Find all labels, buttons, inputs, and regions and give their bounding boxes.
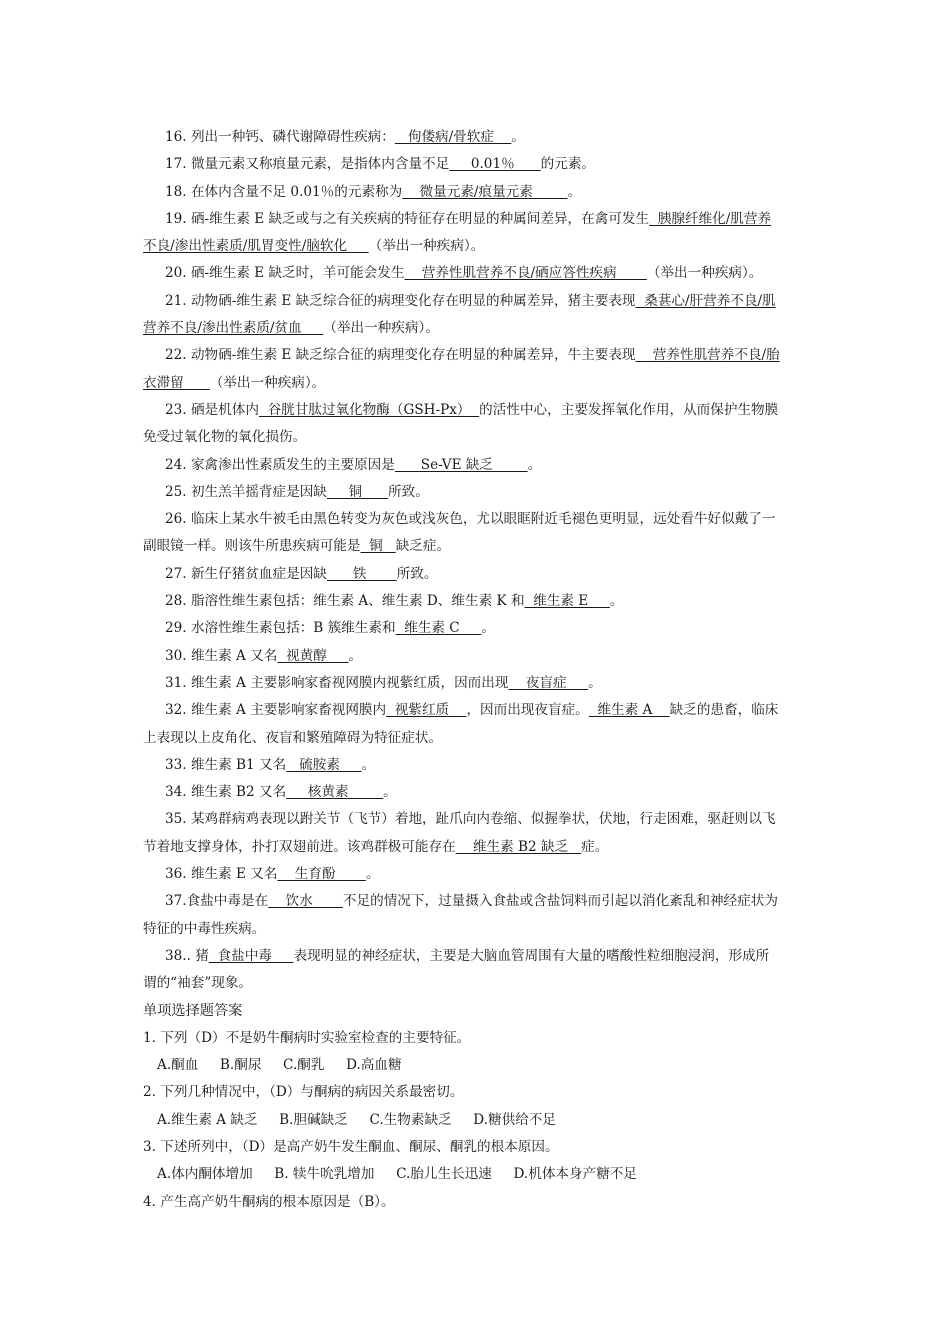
answer-blank: 营养不良/渗出性素质/贫血 xyxy=(143,320,324,337)
text-line xyxy=(143,506,807,533)
text-line xyxy=(143,697,807,724)
answer-blank: 胰腺纤维化/肌营养 xyxy=(649,210,772,227)
text-line xyxy=(143,370,807,397)
text-line xyxy=(143,288,807,315)
answer-blank: 佝偻病/骨软症 xyxy=(394,129,512,145)
text-segment: 。 xyxy=(567,183,582,200)
answer-blank: 维生素 A xyxy=(588,702,670,719)
text-segment: 缺乏症。 xyxy=(395,538,451,555)
answer-blank: 衣滞留 xyxy=(143,374,210,391)
answer-blank: 铜 xyxy=(360,538,396,555)
text-segment: 。 xyxy=(588,674,602,691)
answer-blank: 维生素 B2 缺乏 xyxy=(455,838,582,855)
text-segment: 所致。 xyxy=(388,483,429,500)
text-segment: 34. 维生素 B2 又名 xyxy=(165,784,287,801)
text-line xyxy=(143,260,807,287)
text-line xyxy=(143,479,807,506)
text-segment: 21. 动物硒-维生素 E 缺乏综合征的病理变化存在明显的种属差异，猪主要表现 xyxy=(165,292,636,309)
text-line xyxy=(143,725,807,752)
text-segment: 节着地支撑身体，扑打双翅前进。该鸡群极可能存在 xyxy=(143,838,456,855)
text-segment: 副眼镜一样。则该牛所患疾病可能是 xyxy=(143,538,361,555)
text-segment: 免受过氧化物的氧化损伤。 xyxy=(143,429,307,446)
text-line xyxy=(143,916,807,943)
section-heading xyxy=(143,998,807,1025)
text-segment: 谓的“袖套”现象。 xyxy=(143,975,253,992)
text-line xyxy=(143,1079,807,1106)
text-segment: 。 xyxy=(511,129,525,145)
text-segment: 。 xyxy=(348,647,362,664)
answer-blank: Se-VE 缺乏 xyxy=(394,456,528,473)
answer-options-line xyxy=(143,1161,807,1188)
text-line xyxy=(143,1025,807,1052)
text-segment: 19. 硒-维生素 E 缺乏或与之有关疾病的特征存在明显的种属间差异，在禽可发生 xyxy=(165,210,650,227)
text-segment: A.体内酮体增加 B. 犊牛吮乳增加 C.胎儿生长迅速 D.机体本身产糖不足 xyxy=(157,1166,637,1183)
text-line xyxy=(143,834,807,861)
text-line xyxy=(143,206,807,233)
answer-options-line xyxy=(143,1052,807,1079)
text-segment: （举出一种疾病）。 xyxy=(646,265,763,282)
answer-options-line xyxy=(143,1107,807,1134)
answer-blank: 谷胱甘肽过氧化物酶（GSH-Px） xyxy=(258,401,480,418)
text-segment: 26. 临床上某水牛被毛由黑色转变为灰色或浅灰色，尤以眼眶附近毛褪色更明显，远处看牛好似戴了一 xyxy=(165,511,776,528)
text-segment: 。 xyxy=(361,756,376,773)
text-segment: 4. 产生高产奶牛酮病的根本原因是（B）。 xyxy=(143,1193,395,1210)
text-line xyxy=(143,643,807,670)
answer-blank: 铜 xyxy=(326,483,389,500)
text-segment: 。 xyxy=(481,620,495,637)
text-segment: 。 xyxy=(365,866,380,883)
text-line xyxy=(143,806,807,833)
text-line xyxy=(143,397,807,424)
text-line xyxy=(143,151,807,178)
text-segment: （举出一种疾病）。 xyxy=(368,238,485,255)
text-segment: 表现明显的神经症状，主要是大脑血管周围有大量的嗜酸性粒细胞浸润，形成所 xyxy=(293,947,770,964)
text-line xyxy=(143,124,807,151)
text-segment: 1. 下列（D）不是奶牛酮病时实验室检查的主要特征。 xyxy=(143,1029,471,1046)
text-segment: 30. 维生素 A 又名 xyxy=(165,647,278,664)
text-line xyxy=(143,1189,807,1216)
text-segment: （举出一种疾病）。 xyxy=(209,374,326,391)
text-line xyxy=(143,452,807,479)
answer-blank: 维生素 C xyxy=(395,620,482,637)
text-line xyxy=(143,179,807,206)
text-line xyxy=(143,588,807,615)
text-line xyxy=(143,233,807,260)
answer-blank: 核黄素 xyxy=(286,784,384,801)
text-segment: 上表现以上皮角化、夜盲和繁殖障碍为特征症状。 xyxy=(143,729,443,746)
answer-blank: 视黄醇 xyxy=(277,647,349,664)
text-segment: 32. 维生素 A 主要影响家畜视网膜内 xyxy=(165,702,387,719)
text-segment: 23. 硒是机体内 xyxy=(165,401,259,418)
answer-blank: 微量元素/痕量元素 xyxy=(402,183,568,200)
text-segment: 所致。 xyxy=(396,565,438,582)
text-segment: A.维生素 A 缺乏 B.胆碱缺乏 C.生物素缺乏 D.糖供给不足 xyxy=(157,1111,556,1128)
text-segment: 33. 维生素 B1 又名 xyxy=(165,756,287,773)
text-segment: 症。 xyxy=(581,838,609,855)
text-line xyxy=(143,888,807,915)
answer-blank: 营养性肌营养不良/硒应答性疾病 xyxy=(404,265,647,282)
text-segment: 38.. 猪 xyxy=(165,947,209,964)
text-line xyxy=(143,315,807,342)
text-segment: 单项选择题答案 xyxy=(143,1002,243,1019)
answer-blank: 饮水 xyxy=(268,893,343,910)
text-segment: 31. 维生素 A 主要影响家畜视网膜内视紫红质，因而出现 xyxy=(165,674,509,691)
text-line xyxy=(143,615,807,642)
text-segment: ，因而出现夜盲症。 xyxy=(466,702,589,719)
document-body xyxy=(143,124,807,1216)
answer-blank: 夜盲症 xyxy=(508,674,589,691)
text-segment: 3. 下述所列中，（D）是高产奶牛发生酮血、酮尿、酮乳的根本原因。 xyxy=(143,1138,559,1155)
text-segment: 的元素。 xyxy=(540,156,596,173)
text-segment: 20. 硒-维生素 E 缺乏时，羊可能会发生 xyxy=(165,265,405,282)
text-line xyxy=(143,861,807,888)
text-segment: 36. 维生素 E 又名 xyxy=(165,866,278,883)
text-segment: 不足的情况下，过量摄入食盐或含盐饲料而引起以消化紊乱和神经症状为 xyxy=(342,893,778,910)
answer-blank: 生育酚 xyxy=(277,866,366,883)
text-segment: 37.食盐中毒是在 xyxy=(165,893,269,910)
text-segment: 。 xyxy=(383,784,397,801)
text-segment: 16. 列出一种钙、磷代谢障碍性疾病： xyxy=(165,129,395,145)
text-line xyxy=(143,1134,807,1161)
text-line xyxy=(143,561,807,588)
answer-blank: 不良/渗出性素质/肌胃变性/脑软化 xyxy=(143,238,369,255)
answer-blank: 0.01％ xyxy=(449,156,541,173)
text-segment: 28. 脂溶性维生素包括：维生素 A、维生素 D、维生素 K 和 xyxy=(165,593,525,610)
text-segment: 22. 动物硒-维生素 E 缺乏综合征的病理变化存在明显的种属差异，牛主要表现 xyxy=(165,347,636,364)
text-segment: 18. 在体内含量不足 0.01％的元素称为 xyxy=(165,183,403,200)
answer-blank: 桑葚心/肝营养不良/肌 xyxy=(635,292,776,309)
text-line xyxy=(143,779,807,806)
text-segment: A.酮血 B.酮尿 C.酮乳 D.高血糖 xyxy=(157,1057,402,1074)
answer-blank: 食盐中毒 xyxy=(208,947,294,964)
answer-blank: 维生素 E xyxy=(524,593,610,610)
text-segment: 29. 水溶性维生素包括：B 簇维生素和 xyxy=(165,620,396,637)
answer-blank: 硫胺素 xyxy=(286,756,362,773)
text-line xyxy=(143,970,807,997)
text-segment: 特征的中毒性疾病。 xyxy=(143,920,266,937)
text-segment: 的活性中心，主要发挥氧化作用，从而保护生物膜 xyxy=(479,401,779,418)
text-segment: 24. 家禽渗出性素质发生的主要原因是 xyxy=(165,456,395,473)
text-segment: 2. 下列几种情况中，（D）与酮病的病因关系最密切。 xyxy=(143,1084,464,1101)
text-segment: 17. 微量元素又称痕量元素，是指体内含量不足 xyxy=(165,156,450,173)
text-segment: 缺乏的患畜，临床 xyxy=(669,702,779,719)
text-segment: 。 xyxy=(609,593,624,610)
text-line xyxy=(143,342,807,369)
text-segment: 27. 新生仔猪贫血症是因缺 xyxy=(165,565,327,582)
answer-blank: 营养性肌营养不良/胎 xyxy=(635,347,780,364)
text-segment: 25. 初生羔羊摇背症是因缺 xyxy=(165,483,327,500)
text-line xyxy=(143,533,807,560)
answer-blank: 铁 xyxy=(326,565,397,582)
text-line xyxy=(143,670,807,697)
text-segment: 35. 某鸡群病鸡表现以跗关节（飞节）着地，趾爪向内卷缩、似握拳状，伏地，行走困难，驱赶则以飞 xyxy=(165,811,776,828)
text-line xyxy=(143,943,807,970)
text-line xyxy=(143,752,807,779)
text-segment: 。 xyxy=(527,456,542,473)
text-line xyxy=(143,424,807,451)
text-segment: （举出一种疾病）。 xyxy=(323,320,439,337)
answer-blank: 视紫红质 xyxy=(386,702,467,719)
